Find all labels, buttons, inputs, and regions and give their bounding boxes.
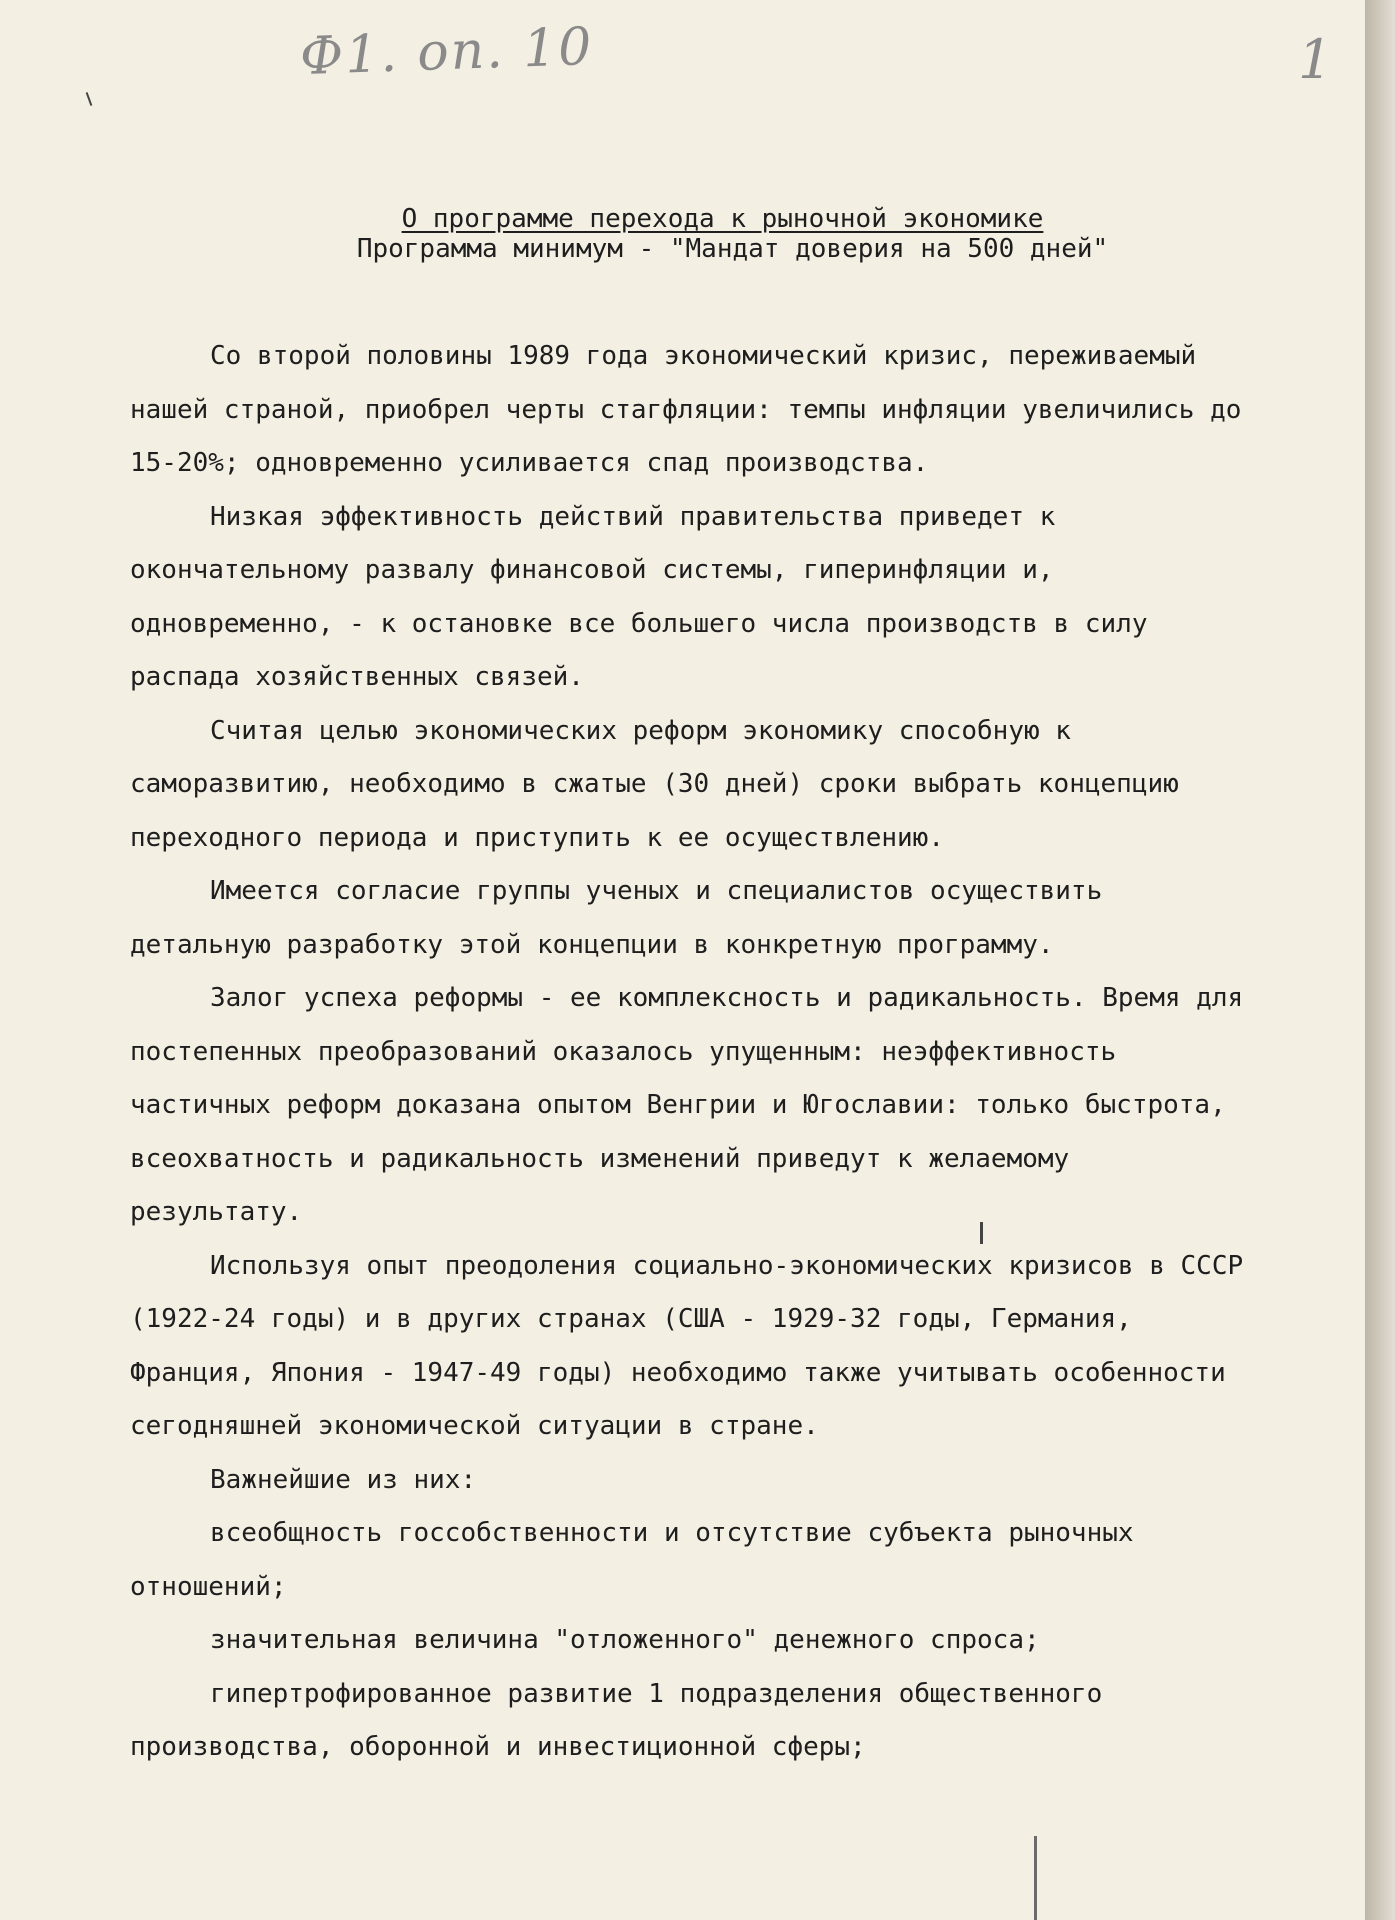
paragraph: Низкая эффективность действий правительства приведет к окончательному развалу финансовой системы, гиперинфляции и, одновременно, - к остановке все большего числа производств в силу распада хозяйственных связей. [130, 501, 1148, 692]
document-subtitle: Программа минимум - "Мандат доверия на 500 дней" [356, 234, 1109, 264]
paragraph: Со второй половины 1989 года экономический кризис, переживаемый нашей страной, приобрел черты стагфляции: темпы инфляции увеличились до 15-20%; одновременно усиливается спад производства. [130, 341, 1242, 478]
handwritten-page-number: 1 [1298, 28, 1333, 91]
paragraph: Считая целью экономических реформ экономику способную к саморазвитию, необходимо в сжатые (30 дней) сроки выбрать концепцию переходного периода и приступить к ее осуществлению. [130, 715, 1179, 853]
list-item: всеобщность госсобственности и отсутствие субъекта рыночных отношений; [130, 1518, 1134, 1602]
paragraph: Важнейшие из них: [210, 1464, 477, 1495]
paragraph: Залог успеха реформы - ее комплексность и радикальность. Время для постепенных преобразований оказалось упущенным: неэффективность частичных реформ доказана опытом Венгрии и Югославии: только быстрота, всеохватность и радикальность изменений приведут к желаемому результату. [130, 983, 1244, 1227]
document-title-line [0, 204, 1395, 234]
page-edge-shadow [1365, 0, 1395, 1920]
list-item: значительная величина "отложенного" денежного спроса; [210, 1625, 1040, 1655]
pen-tick-mark [86, 92, 93, 106]
list-item: гипертрофированное развитие 1 подразделения общественного производства, оборонной и инвестиционной сферы; [130, 1678, 1103, 1762]
paragraph: Используя опыт преодоления социально-экономических кризисов в СССР (1922-24 годы) и в других странах (США - 1929-32 годы, Германия, Франция, Япония - 1947-49 годы) необходимо также учитывать особенности сегодняшней экономической ситуации в стране. [130, 1250, 1244, 1441]
document-title: О программе перехода к рыночной экономике [401, 204, 1044, 234]
document-body [130, 330, 1250, 1775]
handwritten-archive-mark: Ф1. оп. 10 [299, 16, 595, 88]
paragraph: Имеется согласие группы ученых и специалистов осуществить детальную разработку этой концепции в конкретную программу. [130, 876, 1103, 960]
pen-tick-mark [1034, 1836, 1037, 1920]
